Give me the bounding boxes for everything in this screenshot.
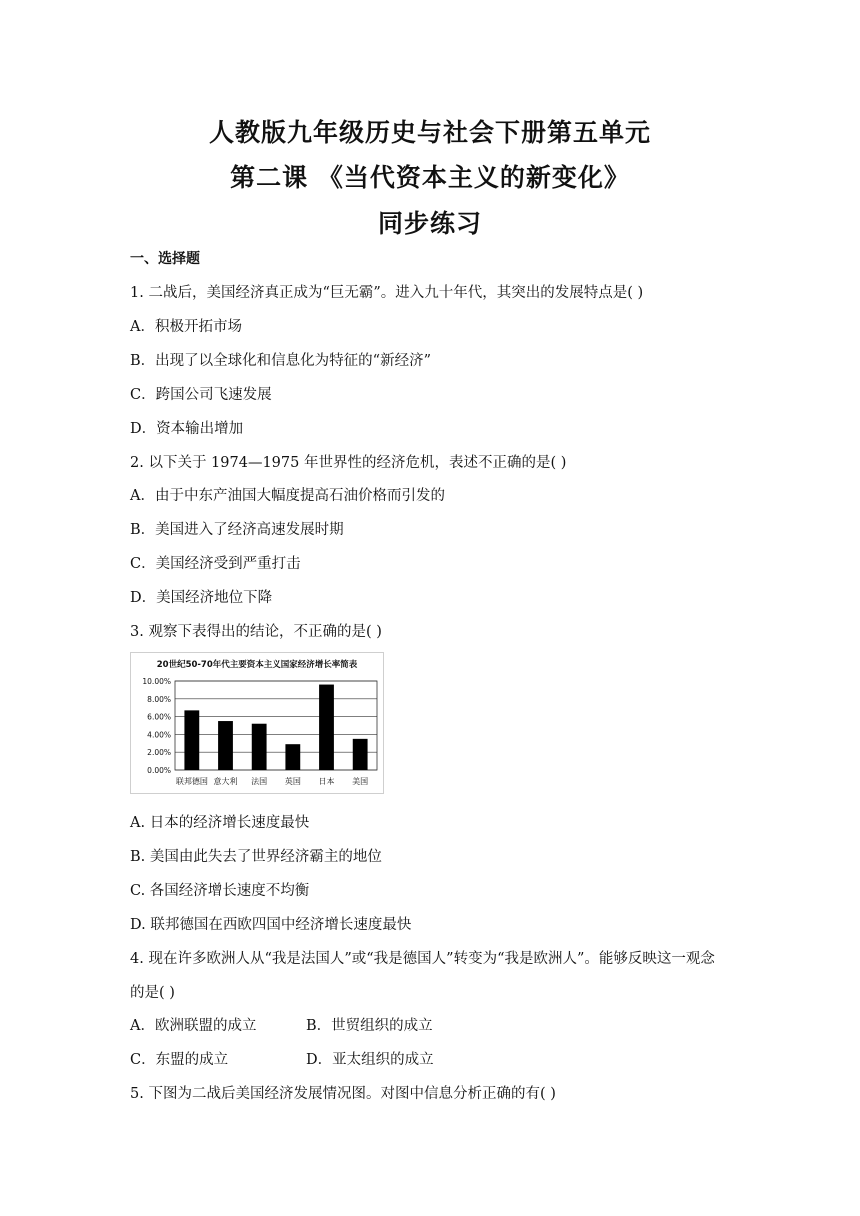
question-2-option-c: C．美国经济受到严重打击 bbox=[130, 556, 301, 572]
question-5-stem: 5. 下图为二战后美国经济发展情况图。对图中信息分析正确的有( ) bbox=[130, 1086, 556, 1102]
question-3-stem: 3. 观察下表得出的结论，不正确的是( ) bbox=[130, 624, 382, 640]
bar-2 bbox=[218, 721, 233, 770]
question-4-stem-line2: 的是( ) bbox=[130, 985, 175, 1001]
growth-rate-chart bbox=[130, 652, 384, 794]
question-1-option-a: A．积极开拓市场 bbox=[130, 319, 242, 335]
x-tick-label: 意大利 bbox=[213, 777, 238, 786]
y-tick-label: 2.00% bbox=[147, 748, 171, 758]
question-4-stem-line1: 4. 现在许多欧洲人从“我是法国人”或“我是德国人”转变为“我是欧洲人”。能够反映这一观念 bbox=[130, 951, 715, 967]
page-title-line3: 同步练习 bbox=[377, 209, 482, 238]
chart-title: 20世纪50-70年代主要资本主义国家经济增长率简表 bbox=[156, 660, 358, 670]
x-tick-label: 英国 bbox=[284, 777, 301, 786]
y-tick-label: 6.00% bbox=[147, 712, 171, 722]
bar-5 bbox=[319, 685, 334, 770]
question-4-option-d: D．亚太组织的成立 bbox=[306, 1052, 434, 1068]
x-tick-label: 法国 bbox=[251, 777, 268, 786]
question-1-option-b: B．出现了以全球化和信息化为特征的“新经济” bbox=[130, 353, 431, 369]
question-1-stem: 1. 二战后，美国经济真正成为“巨无霸”。进入九十年代，其突出的发展特点是( ) bbox=[130, 285, 644, 301]
bar-3 bbox=[252, 724, 267, 770]
section-heading: 一、选择题 bbox=[130, 251, 200, 267]
y-tick-label: 0.00% bbox=[147, 766, 171, 775]
question-4-option-a: A．欧洲联盟的成立 bbox=[130, 1018, 257, 1034]
question-2-option-b: B．美国进入了经济高速发展时期 bbox=[130, 522, 344, 538]
x-tick-label: 美国 bbox=[352, 777, 369, 786]
question-2-option-d: D．美国经济地位下降 bbox=[130, 590, 273, 606]
question-2-stem: 2. 以下关于 1974—1975 年世界性的经济危机，表述不正确的是( ) bbox=[130, 455, 567, 471]
y-tick-label: 10.00% bbox=[142, 677, 171, 686]
question-4-option-c: C．东盟的成立 bbox=[130, 1052, 229, 1068]
question-4-option-b: B．世贸组织的成立 bbox=[306, 1018, 433, 1034]
y-tick-label: 8.00% bbox=[147, 694, 171, 704]
bar-6 bbox=[353, 739, 368, 770]
question-3-option-c: C. 各国经济增长速度不均衡 bbox=[130, 883, 310, 899]
bar-1 bbox=[184, 710, 199, 770]
x-tick-label: 日本 bbox=[318, 777, 335, 786]
bar-4 bbox=[285, 744, 300, 770]
page-title-line2: 第二课 《当代资本主义的新变化》 bbox=[230, 163, 630, 192]
plot-area bbox=[175, 681, 377, 770]
question-1-option-c: C．跨国公司飞速发展 bbox=[130, 387, 272, 403]
question-2-option-a: A．由于中东产油国大幅度提高石油价格而引发的 bbox=[130, 488, 445, 504]
chart-svg bbox=[131, 653, 383, 793]
question-3-option-a: A. 日本的经济增长速度最快 bbox=[130, 815, 310, 831]
y-tick-label: 4.00% bbox=[147, 730, 171, 740]
page-title-line1: 人教版九年级历史与社会下册第五单元 bbox=[208, 118, 651, 147]
question-3-option-b: B. 美国由此失去了世界经济霸主的地位 bbox=[130, 849, 382, 865]
question-3-option-d: D. 联邦德国在西欧四国中经济增长速度最快 bbox=[130, 917, 412, 933]
question-1-option-d: D．资本输出增加 bbox=[130, 421, 244, 437]
x-tick-label: 联邦德国 bbox=[175, 777, 208, 786]
